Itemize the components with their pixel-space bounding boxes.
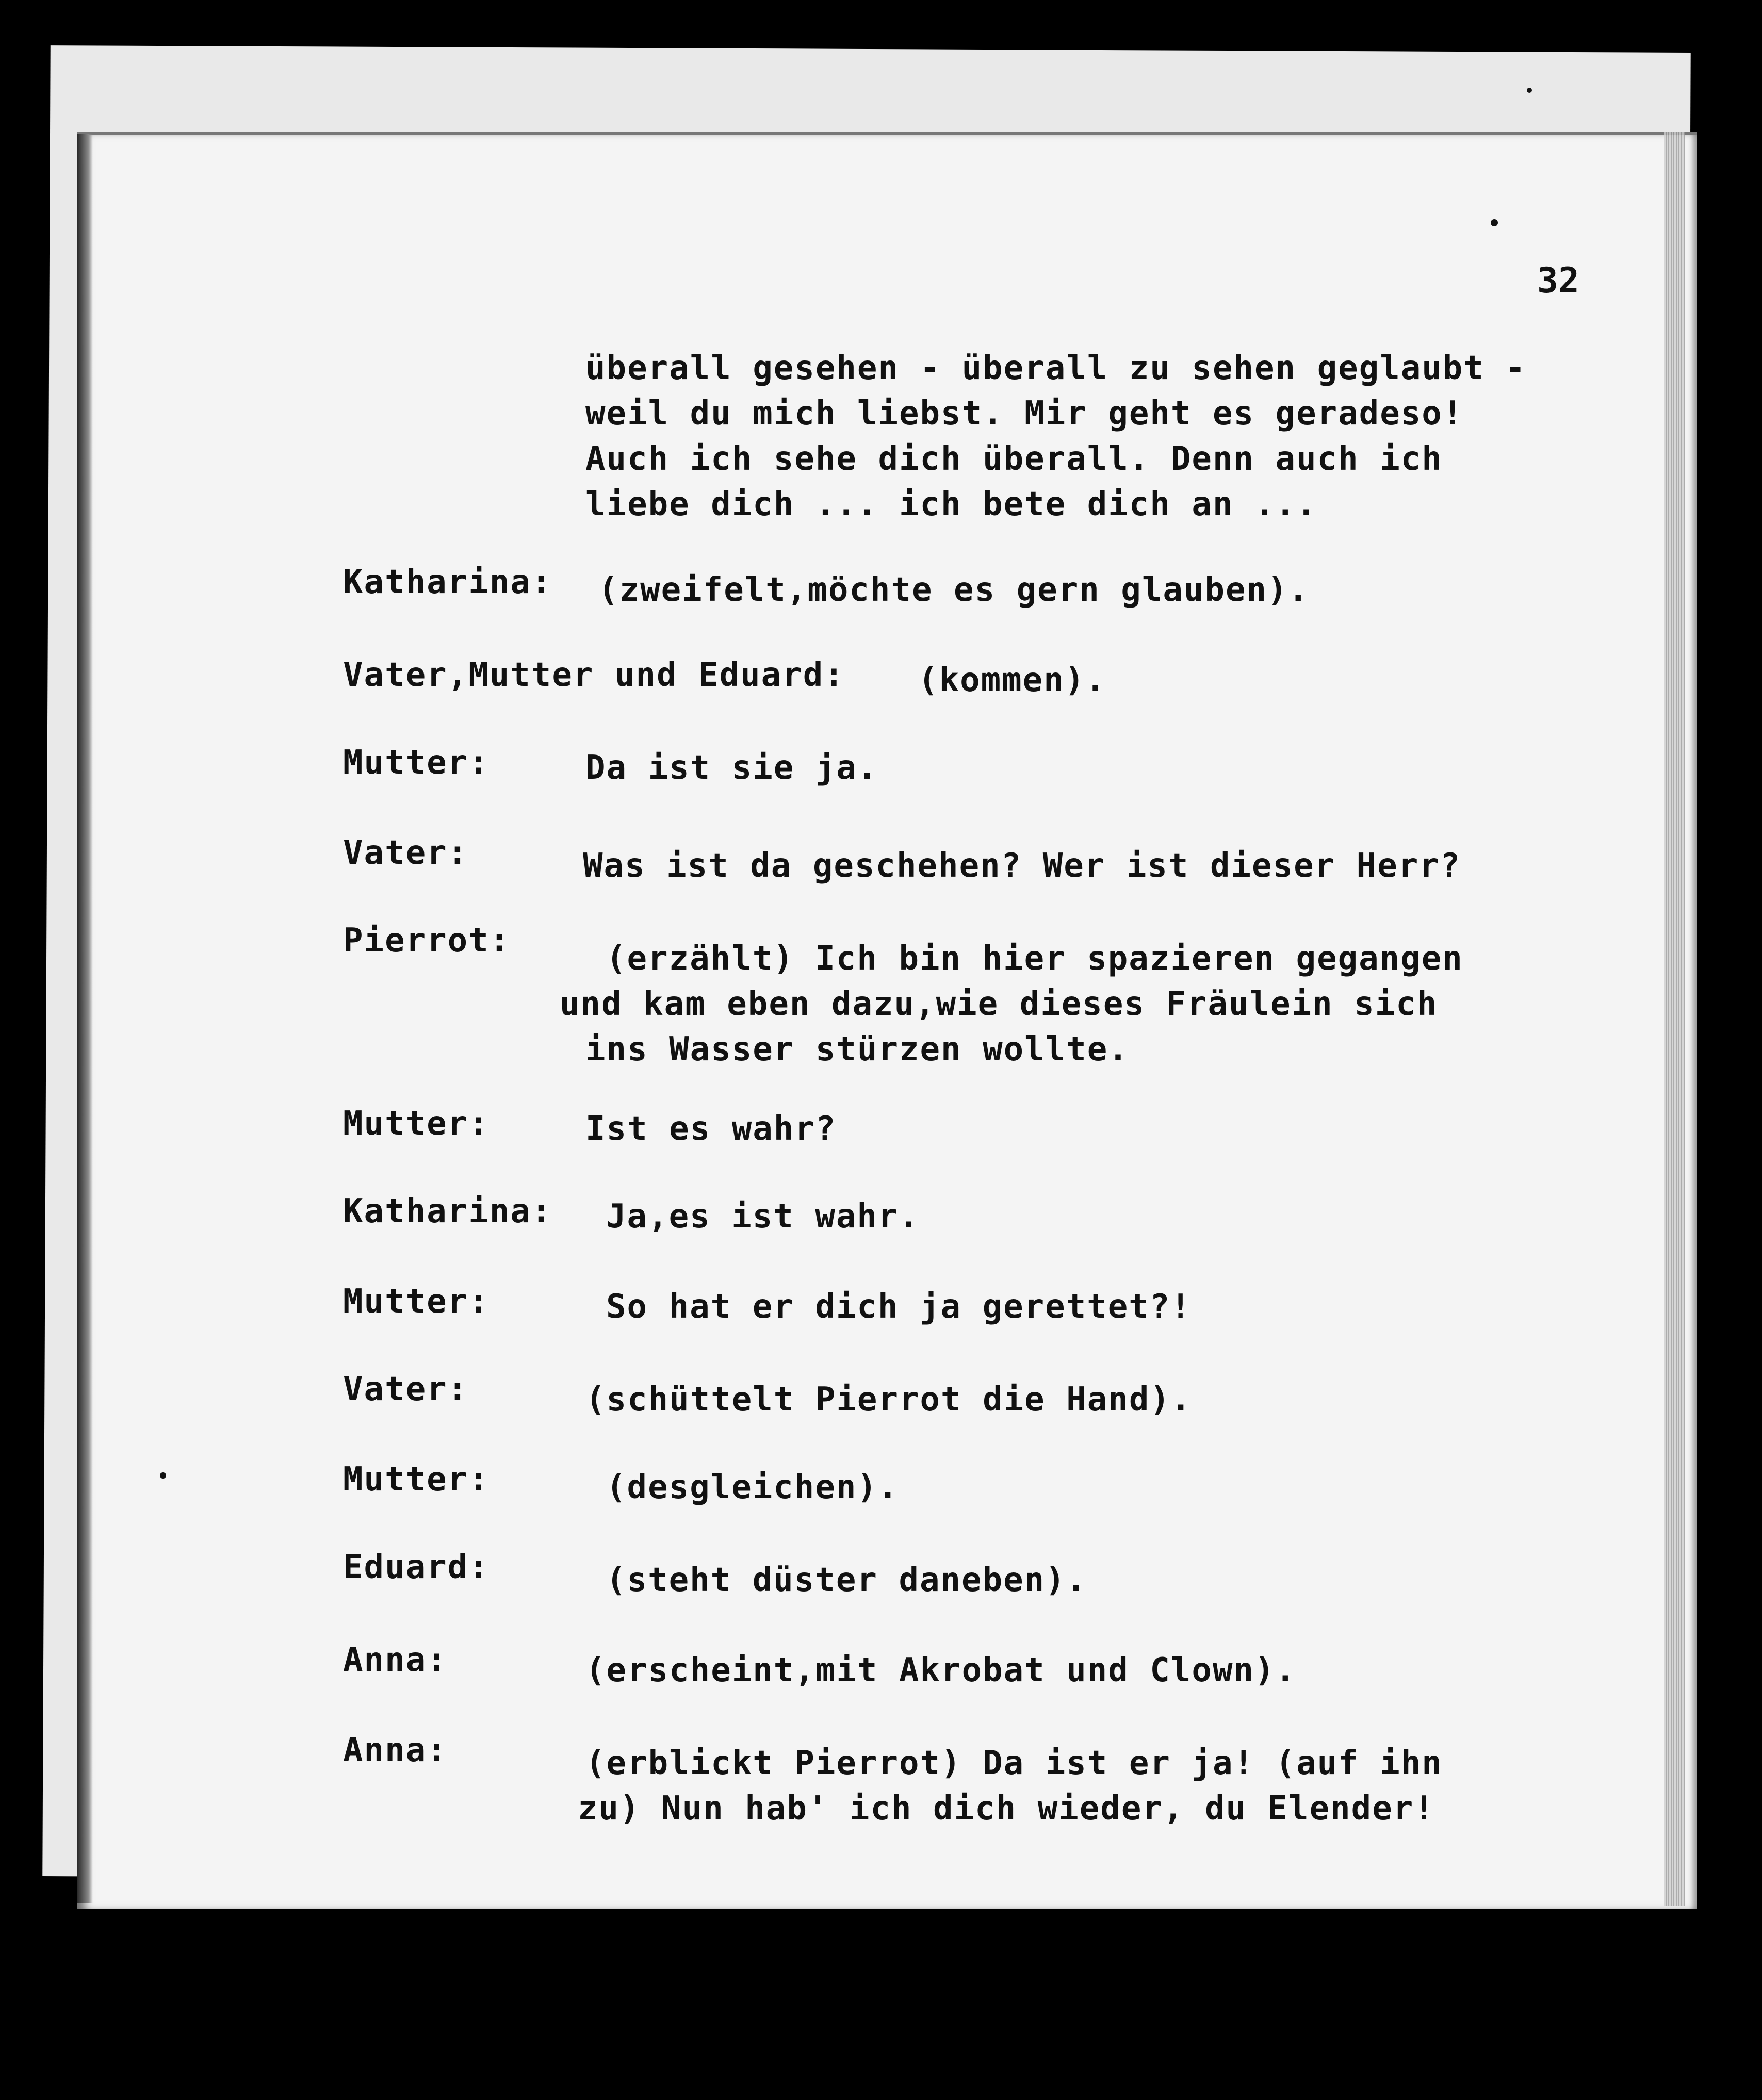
dialogue-line: Ist es wahr? xyxy=(585,1110,837,1148)
speaker-name: Katharina: xyxy=(343,563,552,601)
dialogue-line: ins Wasser stürzen wollte. xyxy=(585,1030,1129,1069)
dialogue-line: und kam eben dazu,wie dieses Fräulein sich xyxy=(560,985,1438,1023)
speaker-name: Katharina: xyxy=(343,1192,552,1231)
speaker-name: Anna: xyxy=(343,1641,448,1679)
stacked-page-edges xyxy=(1664,132,1685,1906)
speaker-name: Mutter: xyxy=(343,744,490,782)
speaker-name: Pierrot: xyxy=(343,922,511,960)
speaker-name: Eduard: xyxy=(343,1548,490,1586)
ink-spot xyxy=(160,1472,166,1479)
stage-direction: (steht düster daneben). xyxy=(606,1561,1087,1599)
stage-direction: (erscheint,mit Akrobat und Clown). xyxy=(585,1651,1297,1689)
stage-direction: (desgleichen). xyxy=(606,1468,899,1506)
continuation-line: liebe dich ... ich bete dich an ... xyxy=(585,485,1317,523)
speaker-name: Mutter: xyxy=(343,1461,490,1499)
page-number: 32 xyxy=(1537,260,1579,301)
dialogue-line: zu) Nun hab' ich dich wieder, du Elender! xyxy=(578,1790,1435,1828)
dialogue-line: (erzählt) Ich bin hier spazieren gegangen xyxy=(606,940,1463,978)
speaker-name: Vater: xyxy=(343,834,469,872)
ink-spot xyxy=(1527,88,1532,93)
continuation-line: Auch ich sehe dich überall. Denn auch ich xyxy=(585,440,1443,478)
dialogue-line: Ja,es ist wahr. xyxy=(606,1197,920,1236)
continuation-line: weil du mich liebst. Mir geht es geradeso! xyxy=(585,395,1464,433)
dialogue-line: Was ist da geschehen? Wer ist dieser Herr? xyxy=(583,847,1461,885)
ink-spot xyxy=(1491,219,1498,226)
stage-direction: (kommen). xyxy=(918,661,1106,699)
dialogue-line: (erblickt Pierrot) Da ist er ja! (auf ihn xyxy=(585,1744,1443,1782)
page-binding-edge xyxy=(77,134,93,1903)
speaker-name: Vater,Mutter und Eduard: xyxy=(343,656,845,694)
speaker-name: Anna: xyxy=(343,1731,448,1769)
stage-direction: (zweifelt,möchte es gern glauben). xyxy=(598,571,1310,609)
speaker-name: Mutter: xyxy=(343,1283,490,1321)
speaker-name: Vater: xyxy=(343,1370,469,1408)
stage-direction: (schüttelt Pierrot die Hand). xyxy=(585,1381,1192,1419)
speaker-name: Mutter: xyxy=(343,1105,490,1143)
continuation-line: überall gesehen - überall zu sehen geglaubt - xyxy=(585,349,1526,387)
dialogue-line: So hat er dich ja gerettet?! xyxy=(606,1288,1192,1326)
dialogue-line: Da ist sie ja. xyxy=(585,749,878,787)
